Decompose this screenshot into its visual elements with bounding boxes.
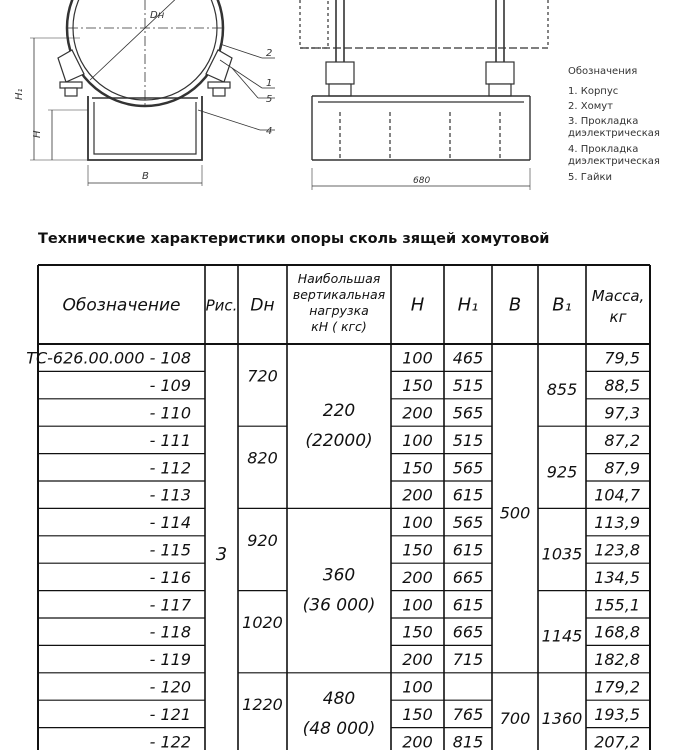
row-designation: - 118 xyxy=(149,622,191,642)
row-designation: - 122 xyxy=(149,732,191,750)
header-dn: Dн xyxy=(250,295,275,316)
row-mass: 182,8 xyxy=(594,650,640,670)
row-mass: 134,5 xyxy=(594,567,640,587)
row-mass: 104,7 xyxy=(594,485,640,505)
header-load: Наибольшая xyxy=(297,271,381,286)
legend-item-1: 1. Корпус xyxy=(568,86,619,97)
row-h: 150 xyxy=(402,458,433,478)
callout-5: 5 xyxy=(266,94,273,105)
row-h1: 565 xyxy=(452,403,484,423)
row-mass: 87,2 xyxy=(604,430,640,450)
merged-load-kgf: (22000) xyxy=(305,431,373,452)
row-h1: 465 xyxy=(452,348,484,368)
row-h1: 715 xyxy=(452,650,484,670)
row-h: 200 xyxy=(402,485,433,505)
row-h: 200 xyxy=(402,732,433,750)
row-mass: 123,8 xyxy=(594,540,640,560)
row-h: 100 xyxy=(402,595,433,615)
row-designation: - 111 xyxy=(149,430,191,450)
merged-load-kgf: (36 000) xyxy=(302,595,376,616)
merged-load-kn: 360 xyxy=(322,565,356,586)
row-h: 150 xyxy=(402,376,433,396)
row-h: 150 xyxy=(402,704,433,724)
row-mass: 207,2 xyxy=(594,732,640,750)
row-mass: 113,9 xyxy=(594,513,640,533)
row-h1: 515 xyxy=(452,430,484,450)
row-mass: 179,2 xyxy=(594,677,640,697)
row-h1: 815 xyxy=(452,732,484,750)
merged-dn: 820 xyxy=(247,448,278,468)
legend-item-2: 2. Хомут xyxy=(568,101,613,112)
header-load: нагрузка xyxy=(309,303,369,318)
row-mass: 79,5 xyxy=(604,348,640,368)
header-fig: Рис. xyxy=(205,296,238,315)
merged-b1: 1145 xyxy=(541,626,583,646)
row-designation: - 117 xyxy=(149,595,191,615)
merged-dn: 720 xyxy=(247,366,278,386)
row-designation: - 120 xyxy=(149,677,191,697)
merged-load-kn: 220 xyxy=(322,401,356,422)
merged-b: 700 xyxy=(499,708,531,728)
row-h1: 615 xyxy=(452,485,484,505)
row-mass: 193,5 xyxy=(594,704,640,724)
legend-item-4: 4. Прокладка диэлектрическая xyxy=(568,144,660,167)
merged-load-kn: 480 xyxy=(322,688,356,709)
merged-b1: 1360 xyxy=(541,708,583,728)
header-b1: B₁ xyxy=(552,294,572,316)
row-mass: 155,1 xyxy=(594,595,640,615)
row-mass: 168,8 xyxy=(594,622,640,642)
legend-item-5: 5. Гайки xyxy=(568,172,612,183)
row-designation: - 110 xyxy=(149,403,191,423)
merged-dn: 1220 xyxy=(242,695,283,715)
row-h: 100 xyxy=(402,348,433,368)
header-h: H xyxy=(410,294,425,316)
header-load: вертикальная xyxy=(292,287,386,302)
row-designation: ТС-626.00.000 - 108 xyxy=(26,348,191,368)
dim-dn-label: Dн xyxy=(150,10,165,21)
dim-length-label: 680 xyxy=(413,176,431,186)
header-h1: H₁ xyxy=(457,294,479,316)
row-h: 100 xyxy=(402,513,433,533)
row-designation: - 116 xyxy=(149,567,191,587)
legend-title: Обозначения xyxy=(568,66,638,77)
merged-b1: 925 xyxy=(546,462,578,482)
row-h1: 565 xyxy=(452,458,484,478)
row-h1: 665 xyxy=(452,567,484,587)
merged-b1: 855 xyxy=(546,380,578,400)
row-h: 150 xyxy=(402,622,433,642)
row-designation: - 121 xyxy=(149,704,191,724)
row-mass: 87,9 xyxy=(604,458,640,478)
header-mass-unit: кг xyxy=(609,308,627,326)
merged-load-kgf: (48 000) xyxy=(302,718,376,739)
header-b: B xyxy=(508,294,522,316)
dim-b-label: B xyxy=(142,171,149,182)
header-mass: Масса, xyxy=(591,287,645,305)
callout-4: 4 xyxy=(266,126,273,137)
row-mass: 97,3 xyxy=(604,403,640,423)
row-designation: - 114 xyxy=(149,513,191,533)
row-h1: 515 xyxy=(452,376,484,396)
row-designation: - 115 xyxy=(149,540,191,560)
row-h: 200 xyxy=(402,567,433,587)
merged-fig: 3 xyxy=(215,543,228,565)
row-designation: - 113 xyxy=(149,485,191,505)
row-h: 100 xyxy=(402,430,433,450)
merged-b: 500 xyxy=(499,503,531,523)
row-h1: 765 xyxy=(452,704,484,724)
row-h1: 615 xyxy=(452,595,484,615)
row-designation: - 112 xyxy=(149,458,191,478)
legend-item-3: 3. Прокладка диэлектрическая xyxy=(568,116,660,139)
row-h1: 565 xyxy=(452,513,484,533)
row-h1: 615 xyxy=(452,540,484,560)
callout-1: 1 xyxy=(266,78,273,89)
row-h: 150 xyxy=(402,540,433,560)
row-h: 200 xyxy=(402,650,433,670)
row-h: 200 xyxy=(402,403,433,423)
merged-dn: 1020 xyxy=(242,613,283,632)
row-h1: 665 xyxy=(452,622,484,642)
row-mass: 88,5 xyxy=(604,376,640,396)
dim-h1-label: H₁ xyxy=(14,88,25,100)
section-title: Технические характеристики опоры сколь зящей хомутовой xyxy=(38,231,550,247)
merged-dn: 920 xyxy=(247,530,278,550)
dim-h-label: H xyxy=(32,130,43,138)
row-designation: - 119 xyxy=(149,650,191,670)
merged-b1: 1035 xyxy=(541,544,583,564)
callout-2: 2 xyxy=(266,48,273,59)
row-designation: - 109 xyxy=(149,376,191,396)
header-designation: Обозначение xyxy=(62,295,181,316)
row-h: 100 xyxy=(402,677,433,697)
header-load: кН ( кгс) xyxy=(311,319,367,334)
